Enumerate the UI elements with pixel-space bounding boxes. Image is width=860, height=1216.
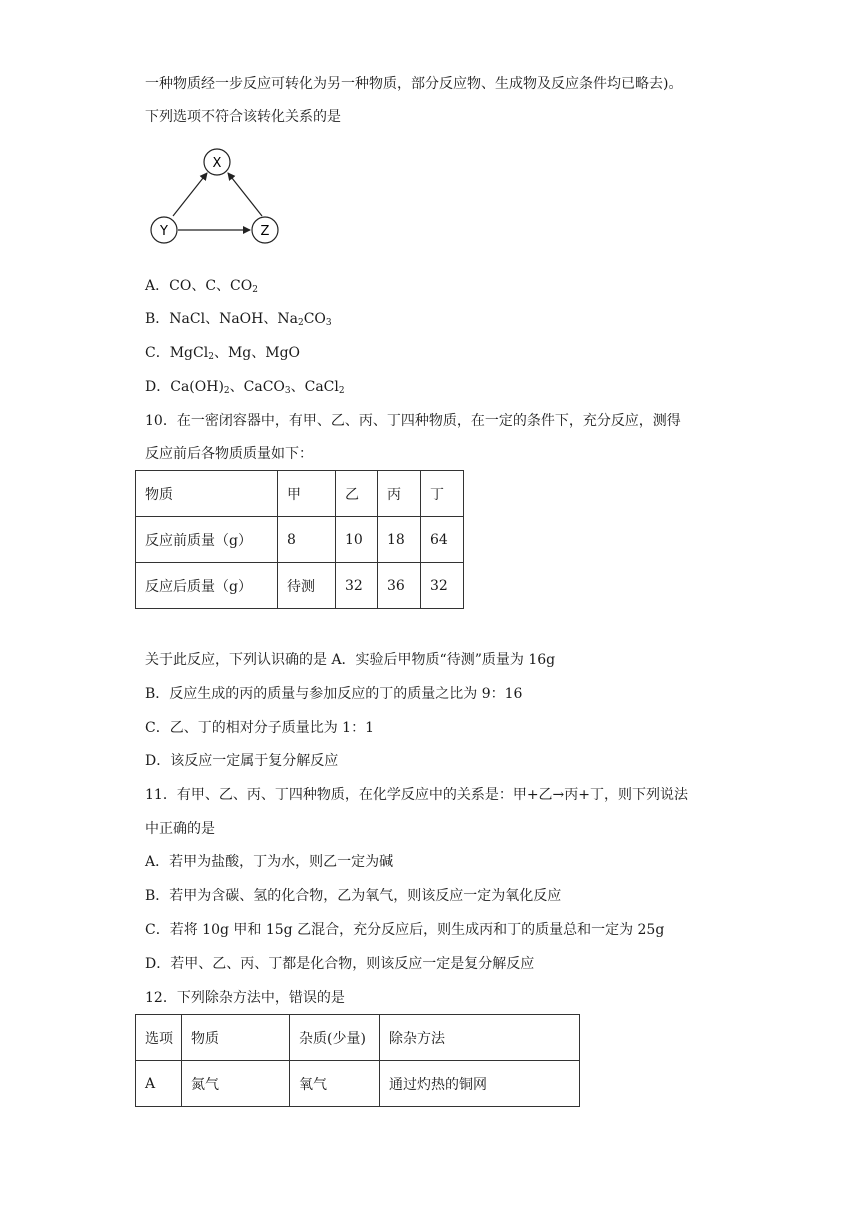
q12-purification-table [135, 1014, 580, 1107]
arrow-y-to-x [173, 173, 207, 216]
table-cell: 物质 [182, 1015, 290, 1061]
table-cell: 氧气 [290, 1061, 380, 1107]
table-cell: 反应后质量（g） [136, 563, 278, 609]
table-cell: 乙 [336, 471, 378, 517]
q9-option-c: C．MgCl$_2$、Mg、MgO [145, 345, 301, 362]
q10-stem-line-1: 10．在一密闭容器中，有甲、乙、丙、丁四种物质，在一定的条件下，充分反应，测得 [145, 413, 681, 429]
node-x [204, 149, 230, 175]
q10-option-d: D．该反应一定属于复分解反应 [145, 753, 339, 769]
q9-option-d: D．$Ca(OH)_2$、CaCO$_3$、CaCl$_2$ [145, 379, 345, 396]
table-cell: 丙 [378, 471, 421, 517]
intro-line-2: 下列选项不符合该转化关系的是 [145, 109, 341, 125]
intro-line-1: 一种物质经一步反应可转化为另一种物质，部分反应物、生成物及反应条件均已略去)。 [145, 76, 683, 92]
q10-option-b: B．反应生成的丙的质量与参加反应的丁的质量之比为 9：16 [145, 686, 523, 702]
q9-option-a: A．CO、C、$CO_2$ [145, 278, 258, 295]
table-cell: 32 [421, 563, 464, 609]
table-cell: 10 [336, 517, 378, 563]
table-cell: 甲 [278, 471, 336, 517]
table-row [136, 1061, 580, 1107]
table-cell: 杂质(少量) [290, 1015, 380, 1061]
table-cell: 36 [378, 563, 421, 609]
q11-stem-line-1: 11．有甲、乙、丙、丁四种物质，在化学反应中的关系是：甲+乙→丙+丁，则下列说法 [145, 787, 689, 803]
q9-option-b: B．NaCl、NaOH、$Na_2CO_3$ [145, 311, 332, 328]
node-z [252, 217, 278, 243]
q11-option-d: D．若甲、乙、丙、丁都是化合物，则该反应一定是复分解反应 [145, 956, 535, 972]
table-cell: 64 [421, 517, 464, 563]
table-cell: 物质 [136, 471, 278, 517]
node-y [151, 217, 177, 243]
q11-option-c: C．若将 10g 甲和 15g 乙混合，充分反应后，则生成丙和丁的质量总和一定为 25g [145, 922, 665, 938]
node-x-label: X [212, 156, 222, 171]
table-cell: 8 [278, 517, 336, 563]
q10-stem-option-a: 关于此反应，下列认识确的是 A．实验后甲物质“待测”质量为 16g [145, 652, 556, 668]
table-cell: 氮气 [182, 1061, 290, 1107]
table-cell: 除杂方法 [380, 1015, 580, 1061]
q12-stem: 12．下列除杂方法中，错误的是 [145, 990, 345, 1006]
table-cell: 32 [336, 563, 378, 609]
q11-option-a: A．若甲为盐酸，丁为水，则乙一定为碱 [145, 854, 394, 870]
node-z-label: Z [260, 224, 270, 239]
table-row [136, 563, 464, 609]
arrow-z-to-x [228, 173, 262, 216]
transformation-diagram [140, 140, 290, 250]
q10-stem-line-2: 反应前后各物质质量如下： [145, 446, 313, 462]
table-cell: 丁 [421, 471, 464, 517]
q11-stem-line-2: 中正确的是 [145, 821, 215, 837]
table-cell: 反应前质量（g） [136, 517, 278, 563]
table-row [136, 1015, 580, 1061]
table-row [136, 517, 464, 563]
node-y-label: Y [160, 224, 168, 239]
q10-option-c: C．乙、丁的相对分子质量比为 1：1 [145, 720, 374, 736]
table-cell: 待测 [278, 563, 336, 609]
table-cell: 18 [378, 517, 421, 563]
table-cell: 通过灼热的铜网 [380, 1061, 580, 1107]
table-cell: A [136, 1061, 182, 1107]
q11-option-b: B．若甲为含碳、氢的化合物，乙为氧气，则该反应一定为氧化反应 [145, 888, 562, 904]
q10-mass-table [135, 470, 464, 609]
table-row [136, 471, 464, 517]
table-cell: 选项 [136, 1015, 182, 1061]
